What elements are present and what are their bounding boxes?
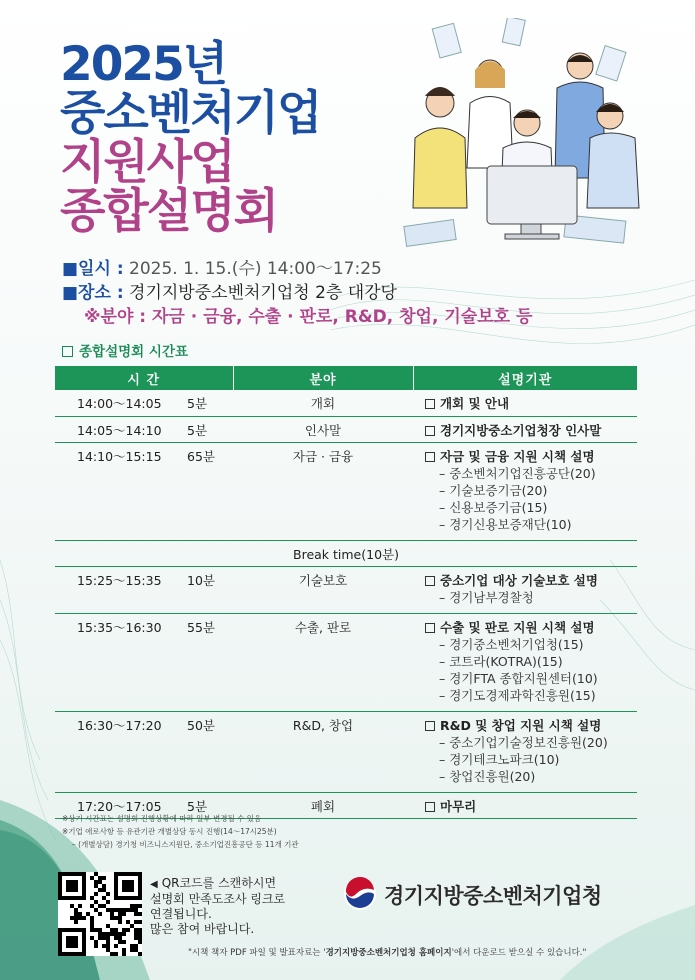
qr-code-icon[interactable] <box>58 872 142 956</box>
row-time: 14:10～15:15 <box>55 442 175 540</box>
org-sub-item: – 경기중소벤처기업청(15) <box>439 636 584 652</box>
org-main <box>425 421 637 439</box>
table-row <box>55 711 637 792</box>
org-main-text: 마무리 <box>440 798 477 814</box>
org-sub-item: – 코트라(KOTRA)(15) <box>439 653 563 669</box>
org-sub-item: – 중소벤처기업진흥공단(20) <box>439 465 596 481</box>
org-main-text: 자금 및 금융 지원 시책 설명 <box>440 448 595 464</box>
illustration-office-workers <box>395 18 660 253</box>
row-duration: 10분 <box>175 566 233 613</box>
row-org <box>413 416 637 442</box>
footer-pre: "시책 책자 PDF 파일 및 발표자료는 ' <box>188 948 326 958</box>
date-row <box>62 257 532 281</box>
table-row <box>55 416 637 442</box>
header-area: 분야 <box>233 366 413 390</box>
org-main-text: 경기지방중소기업청장 인사말 <box>440 422 602 438</box>
qr-line-4: 많은 참여 바랍니다. <box>150 922 255 936</box>
break-row <box>55 540 637 566</box>
break-time: Break time(10분) <box>55 540 637 566</box>
schedule-table <box>55 366 637 819</box>
checkbox-icon <box>425 802 435 812</box>
date-label: ■일시 : <box>62 259 124 279</box>
schedule-title <box>62 340 188 360</box>
org-sub-item: – 경기테크노파크(10) <box>439 751 560 767</box>
row-org <box>413 390 637 416</box>
checkbox-icon <box>425 576 435 586</box>
government-emblem-icon <box>342 876 378 912</box>
org-sub-item: – 경기신용보증재단(10) <box>439 516 572 532</box>
row-time: 17:20～17:05 <box>55 792 175 818</box>
row-area: 폐회 <box>233 792 413 818</box>
title-program: 지원사업 <box>60 135 234 190</box>
note-3: – (개별상담) 경기청 비즈니스지원단, 중소기업진흥공단 등 11개 기관 <box>72 840 299 849</box>
checkbox-icon <box>425 426 435 436</box>
org-main <box>425 716 637 734</box>
header-time: 시 간 <box>55 366 233 390</box>
row-org <box>413 792 637 818</box>
checkbox-icon <box>425 623 435 633</box>
row-time: 16:30～17:20 <box>55 711 175 792</box>
row-time: 15:25～15:35 <box>55 566 175 613</box>
row-area: 기술보호 <box>233 566 413 613</box>
arrow-left-icon: ◀ <box>150 879 158 890</box>
place-row <box>62 281 532 305</box>
row-time: 15:35～16:30 <box>55 613 175 711</box>
qr-line-2: 설명회 만족도조사 링크로 <box>150 892 286 906</box>
row-duration: 5분 <box>175 416 233 442</box>
table-row <box>55 390 637 416</box>
org-main-text: 중소기업 대상 기술보호 설명 <box>440 572 598 588</box>
schedule-body <box>55 390 637 818</box>
org-main <box>425 394 637 412</box>
row-area: 수출, 판로 <box>233 613 413 711</box>
row-time: 14:00～14:05 <box>55 390 175 416</box>
title-org: 중소벤처기업 <box>60 86 321 141</box>
row-area: R&D, 창업 <box>233 711 413 792</box>
title-year: 2025년 <box>60 37 227 92</box>
footer-note <box>188 946 586 958</box>
note-2: ※기업 애로사항 등 유관기관 개별상담 동시 진행(14～17시25분) <box>62 827 277 836</box>
date-value: 2025. 1. 15.(수) 14:00～17:25 <box>129 259 382 279</box>
header-org: 설명기관 <box>413 366 637 390</box>
row-org <box>413 442 637 540</box>
row-area: 개회 <box>233 390 413 416</box>
row-org <box>413 711 637 792</box>
row-time: 14:05～14:10 <box>55 416 175 442</box>
org-sub-item: – 경기FTA 종합지원센터(10) <box>439 670 598 686</box>
checkbox-icon <box>62 346 73 357</box>
org-main-text: R&D 및 창업 지원 시책 설명 <box>440 717 602 733</box>
org-main <box>425 618 637 636</box>
row-duration: 5분 <box>175 792 233 818</box>
org-main <box>425 797 637 815</box>
row-duration: 55분 <box>175 613 233 711</box>
schedule-title-text: 종합설명회 시간표 <box>79 344 189 360</box>
title-event: 종합설명회 <box>60 184 278 239</box>
checkbox-icon <box>425 452 435 462</box>
qr-line-3: 연결됩니다. <box>150 907 212 921</box>
org-sub-item: – 경기도경제과학진흥원(15) <box>439 687 596 703</box>
qr-line-1: QR코드를 스캔하시면 <box>161 876 277 890</box>
footer-link[interactable]: 경기지방중소벤처기업청 홈페이지 <box>325 948 452 958</box>
checkbox-icon <box>425 399 435 409</box>
title-block <box>60 37 321 239</box>
place-value: 경기지방중소벤처기업청 2층 대강당 <box>129 283 397 303</box>
org-sub-item: – 경기남부경찰청 <box>439 589 534 605</box>
row-duration: 65분 <box>175 442 233 540</box>
table-row <box>55 442 637 540</box>
org-sub-item: – 기술보증기금(20) <box>439 482 548 498</box>
org-main-text: 수출 및 판로 지원 시책 설명 <box>440 619 595 635</box>
org-sub-item: – 창업진흥원(20) <box>439 768 536 784</box>
fields-note: ※분야 : 자금 · 금융, 수출 · 판로, R&D, 창업, 기술보호 등 <box>84 307 533 327</box>
row-area: 인사말 <box>233 416 413 442</box>
org-main <box>425 447 637 465</box>
org-sub-item: – 중소기업기술정보진흥원(20) <box>439 734 608 750</box>
row-org <box>413 613 637 711</box>
notes <box>62 812 299 851</box>
org-main <box>425 571 637 589</box>
row-org <box>413 566 637 613</box>
org-main-text: 개회 및 안내 <box>440 396 510 411</box>
table-header-row <box>55 366 637 390</box>
org-sub-item: – 신용보증기금(15) <box>439 499 548 515</box>
row-duration: 50분 <box>175 711 233 792</box>
qr-instructions <box>150 876 285 937</box>
organization-name: 경기지방중소벤처기업청 <box>384 884 602 908</box>
row-area: 자금 · 금융 <box>233 442 413 540</box>
event-info <box>62 257 532 329</box>
note-1: ※상기 시간표는 설명회 진행상황에 따라 일부 변경될 수 있음 <box>62 814 262 823</box>
footer-post: '에서 다운로드 받으실 수 있습니다." <box>451 948 587 958</box>
table-row <box>55 566 637 613</box>
checkbox-icon <box>425 721 435 731</box>
place-label: ■장소 : <box>62 283 124 303</box>
table-row <box>55 613 637 711</box>
row-duration: 5분 <box>175 390 233 416</box>
